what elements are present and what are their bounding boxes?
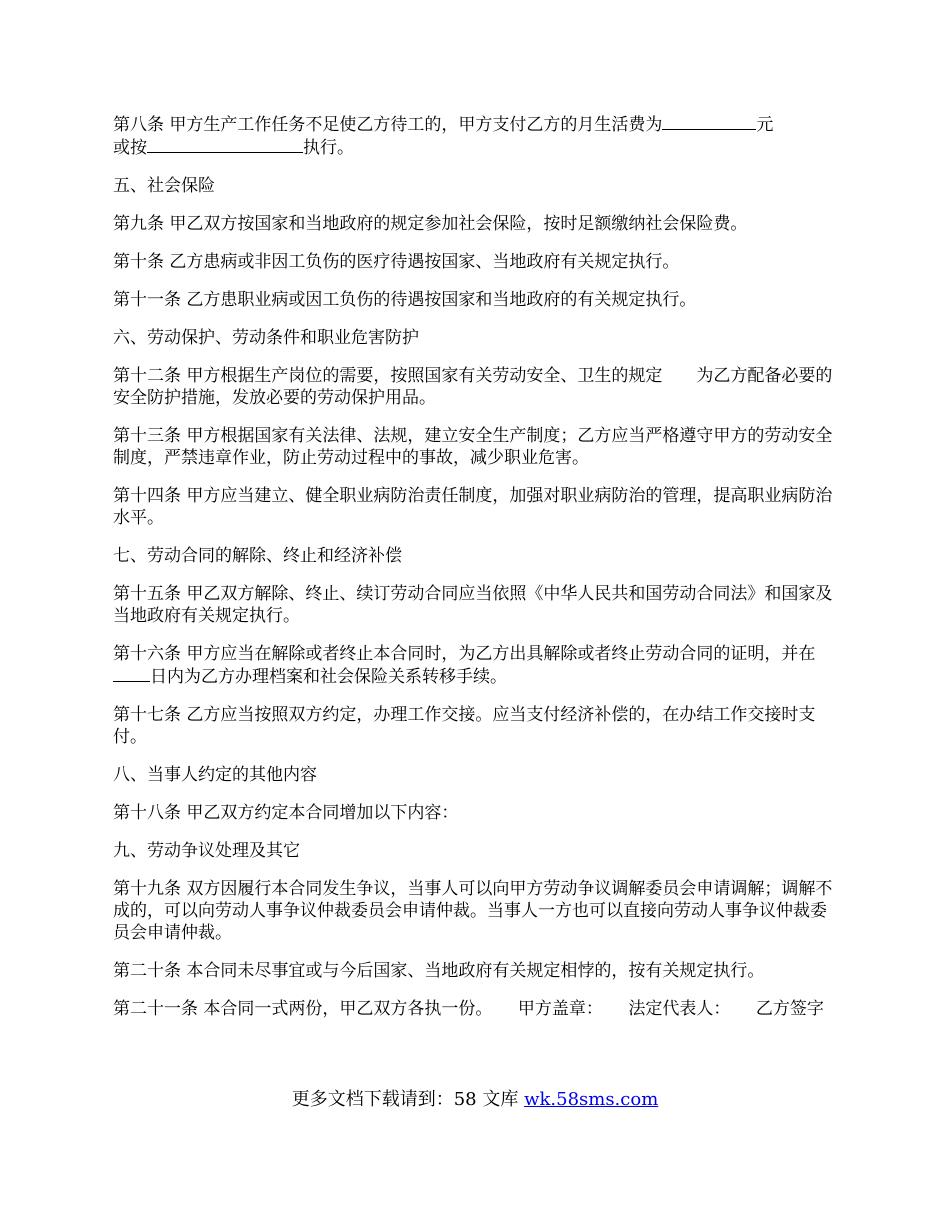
article-11: 第十一条 乙方患职业病或因工负伤的待遇按国家和当地政府的有关规定执行。 <box>113 290 697 310</box>
article-16-text-a: 第十六条 甲方应当在解除或者终止本合同时，为乙方出具解除或者终止劳动合同的证明，并在 <box>113 644 816 664</box>
article-12: 第十二条 甲方根据生产岗位的需要，按照国家有关劳动安全、卫生的规定 为乙方配备必要的安全防护措施，发放必要的劳动保护用品。 <box>113 366 833 408</box>
article-17: 第十七条 乙方应当按照双方约定，办理工作交接。应当支付经济补偿的，在办结工作交接时支付。 <box>113 705 816 747</box>
article-20: 第二十条 本合同未尽事宜或与今后国家、当地政府有关规定相悖的，按有关规定执行。 <box>113 961 765 981</box>
section-9-heading: 九、劳动争议处理及其它 <box>113 841 300 861</box>
article-13: 第十三条 甲方根据国家有关法律、法规，建立安全生产制度；乙方应当严格遵守甲方的劳动安全制度，严禁违章作业，防止劳动过程中的事故，减少职业危害。 <box>113 426 833 468</box>
section-5-heading: 五、社会保险 <box>113 176 215 196</box>
section-8-heading: 八、当事人约定的其他内容 <box>113 765 317 785</box>
document-body <box>113 113 833 1036</box>
article-19: 第十九条 双方因履行本合同发生争议，当事人可以向甲方劳动争议调解委员会申请调解；调解不成的，可以向劳动人事争议仲裁委员会申请仲裁。当事人一方也可以直接向劳动人事争议仲裁委员会申请仲裁。 <box>113 879 833 943</box>
footer-text: 更多文档下载请到：58 文库 <box>291 1089 525 1110</box>
article-9: 第九条 甲乙双方按国家和当地政府的规定参加社会保险，按时足额缴纳社会保险费。 <box>113 214 748 234</box>
article-8-text-c: 或按 <box>113 138 147 158</box>
blank-execution-standard <box>147 136 303 153</box>
article-16 <box>113 643 833 688</box>
article-8-text-d: 执行。 <box>303 138 354 158</box>
article-15: 第十五条 甲乙双方解除、终止、续订劳动合同应当依照《中华人民共和国劳动合同法》和国家及当地政府有关规定执行。 <box>113 584 833 626</box>
article-14: 第十四条 甲方应当建立、健全职业病防治责任制度，加强对职业病防治的管理，提高职业病防治水平。 <box>113 486 833 528</box>
section-6-heading: 六、劳动保护、劳动条件和职业危害防护 <box>113 328 419 348</box>
blank-days <box>113 665 150 682</box>
footer <box>0 1089 950 1111</box>
article-10: 第十条 乙方患病或非因工负伤的医疗待遇按国家、当地政府有关规定执行。 <box>113 252 680 272</box>
article-16-text-b: 日内为乙方办理档案和社会保险关系转移手续。 <box>150 667 507 687</box>
article-8-text-a: 第八条 甲方生产工作任务不足使乙方待工的，甲方支付乙方的月生活费为 <box>113 115 663 135</box>
article-18: 第十八条 甲乙双方约定本合同增加以下内容： <box>113 803 459 823</box>
blank-monthly-allowance <box>662 113 756 130</box>
article-8 <box>113 113 833 159</box>
footer-link[interactable]: wk.58sms.com <box>524 1089 659 1110</box>
section-7-heading: 七、劳动合同的解除、终止和经济补偿 <box>113 546 402 566</box>
article-21: 第二十一条 本合同一式两份，甲乙双方各执一份。 甲方盖章： 法定代表人： 乙方签字 <box>113 999 824 1019</box>
article-8-text-b: 元 <box>756 115 774 135</box>
